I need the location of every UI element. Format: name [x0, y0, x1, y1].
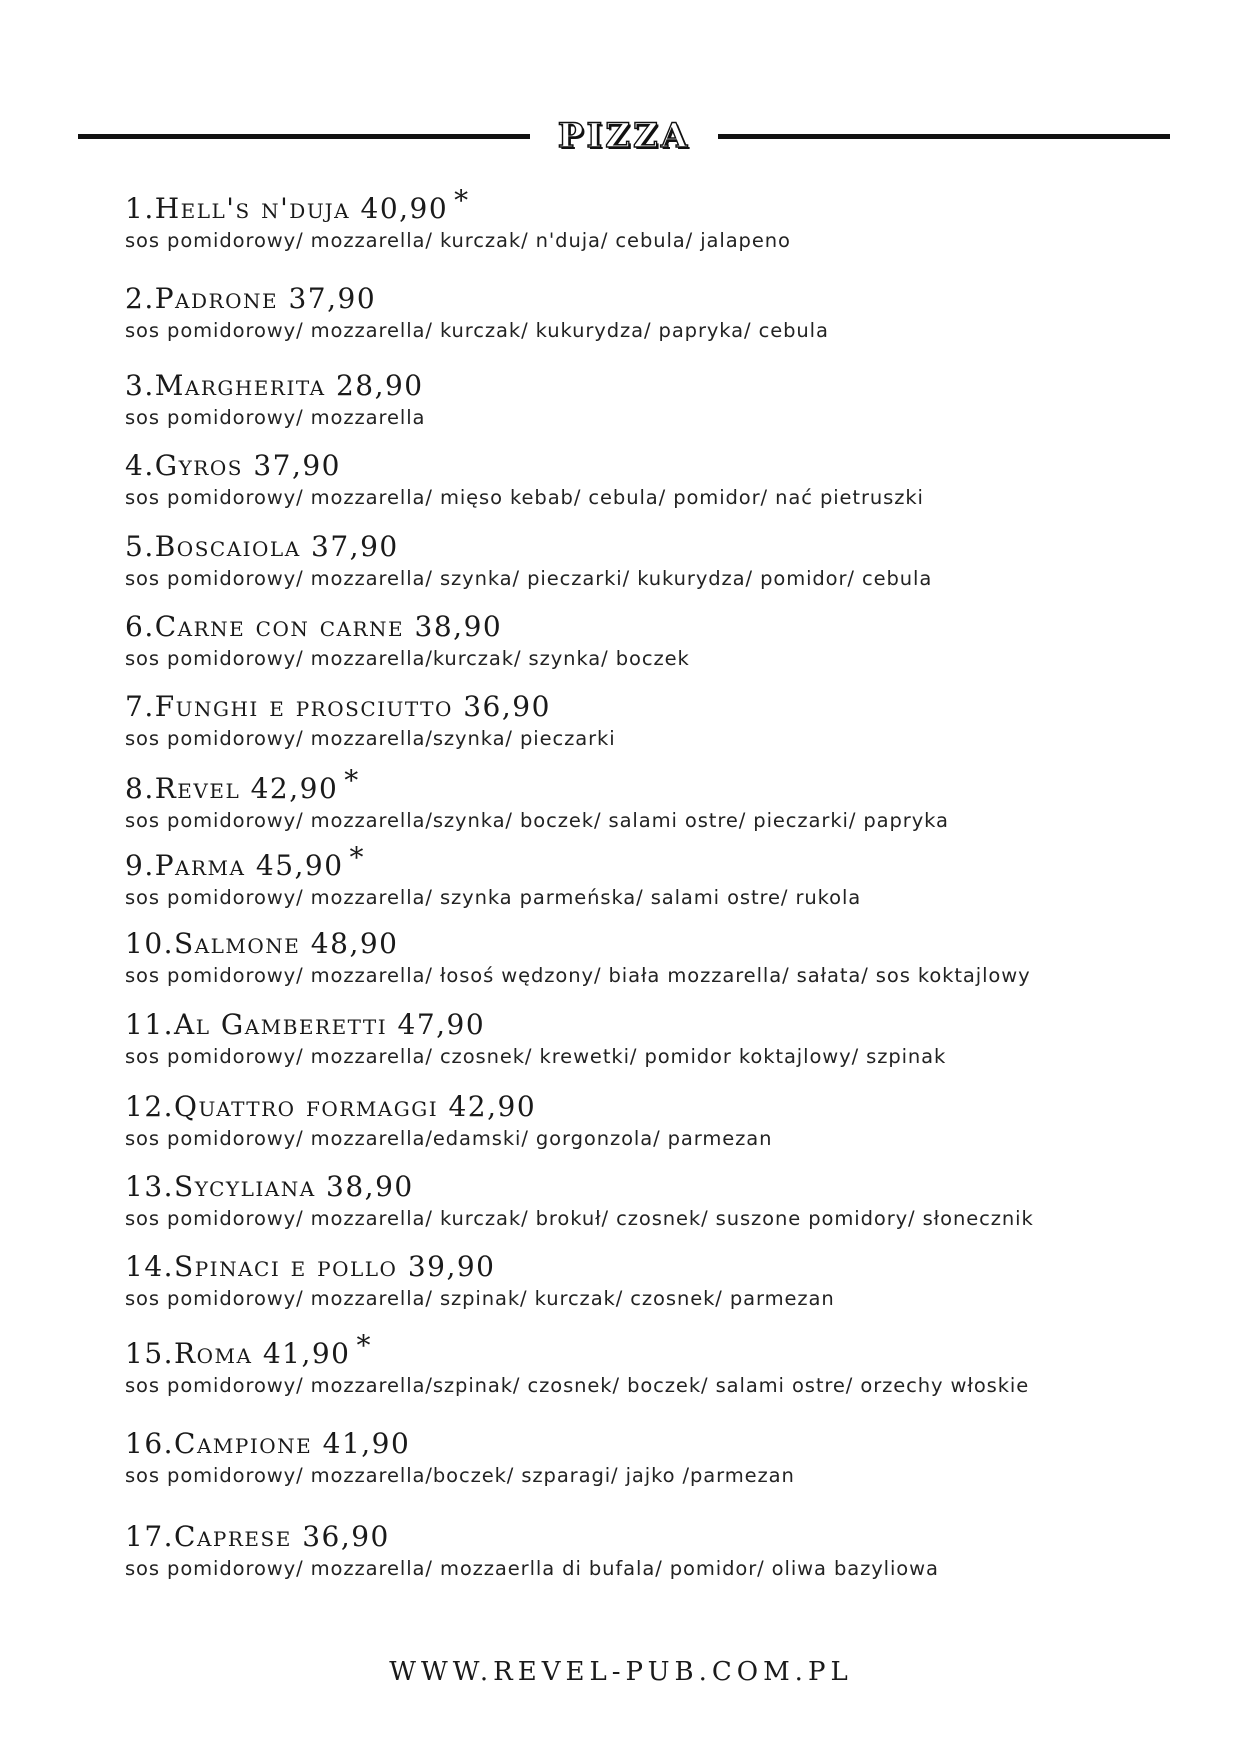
- menu-item: [125, 1090, 1205, 1152]
- menu-item-ingredients: sos pomidorowy/ mozzarella/szynka/ pieczarki: [125, 727, 616, 750]
- star-marker: *: [454, 184, 470, 217]
- menu-item-ingredients: sos pomidorowy/ mozzarella/edamski/ gorgonzola/ parmezan: [125, 1127, 773, 1150]
- menu-item: [125, 1329, 1205, 1399]
- menu-item-ingredients: sos pomidorowy/ mozzarella/kurczak/ szynka/ boczek: [125, 647, 690, 670]
- menu-item-title: 4.Gyros 37,90: [125, 449, 341, 482]
- menu-item-title: 6.Carne con carne 38,90: [125, 610, 503, 643]
- menu-item: [125, 1250, 1205, 1312]
- menu-item: [125, 369, 1205, 431]
- menu-item-ingredients: sos pomidorowy/ mozzarella/ szynka/ pieczarki/ kukurydza/ pomidor/ cebula: [125, 567, 933, 590]
- menu-item-title: 16.Campione 41,90: [125, 1427, 411, 1460]
- page-title: PIZZA: [557, 116, 691, 156]
- menu-item-ingredients: sos pomidorowy/ mozzarella/boczek/ szparagi/ jajko /parmezan: [125, 1464, 795, 1487]
- star-marker: *: [344, 764, 360, 797]
- menu-item-title: 9.Parma 45,90 *: [125, 841, 366, 882]
- menu-item-ingredients: sos pomidorowy/ mozzarella/ kurczak/ n'duja/ cebula/ jalapeno: [125, 229, 791, 252]
- menu-item-ingredients: sos pomidorowy/ mozzarella/ kurczak/ brokuł/ czosnek/ suszone pomidory/ słonecznik: [125, 1207, 1034, 1230]
- menu-item: [125, 1427, 1205, 1489]
- menu-item-title: 13.Sycyliana 38,90: [125, 1170, 414, 1203]
- menu-item: [125, 184, 1205, 254]
- menu-item: [125, 282, 1205, 344]
- star-marker: *: [356, 1329, 372, 1362]
- star-marker: *: [349, 841, 366, 874]
- menu-item: [125, 1520, 1205, 1582]
- menu-item-ingredients: sos pomidorowy/ mozzarella/ łosoś wędzony/ biała mozzarella/ sałata/ sos koktajlowy: [125, 964, 1031, 987]
- menu-item-title: 17.Caprese 36,90: [125, 1520, 390, 1553]
- page-header: [78, 96, 1170, 176]
- menu-item-title: 7.Funghi e prosciutto 36,90: [125, 690, 551, 723]
- menu-item-title: 3.Margherita 28,90: [125, 369, 424, 402]
- menu-item-title: 5.Boscaiola 37,90: [125, 530, 399, 563]
- menu-item-ingredients: sos pomidorowy/ mozzarella/ szpinak/ kurczak/ czosnek/ parmezan: [125, 1287, 835, 1310]
- menu-item: [125, 530, 1205, 592]
- menu-item-ingredients: sos pomidorowy/ mozzarella/ kurczak/ kukurydza/ papryka/ cebula: [125, 319, 829, 342]
- menu-item-title: 1.Hell's n'duja 40,90 *: [125, 184, 470, 225]
- website-link[interactable]: WWW.REVEL-PUB.COM.PL: [389, 1657, 853, 1687]
- menu-item-ingredients: sos pomidorowy/ mozzarella/ mięso kebab/ cebula/ pomidor/ nać pietruszki: [125, 486, 924, 509]
- menu-item-title: 8.Revel 42,90 *: [125, 764, 360, 805]
- menu-item: [125, 927, 1205, 989]
- menu-item: [125, 1170, 1205, 1232]
- menu-item-title: 10.Salmone 48,90: [125, 927, 399, 960]
- menu-item-ingredients: sos pomidorowy/ mozzarella/szynka/ boczek/ salami ostre/ pieczarki/ papryka: [125, 809, 949, 832]
- menu-item: [125, 764, 1205, 834]
- menu-item-title: 11.Al Gamberetti 47,90: [125, 1008, 486, 1041]
- header-rule-right: [718, 134, 1170, 139]
- menu-item: [125, 1008, 1205, 1070]
- menu-item: [125, 841, 1205, 911]
- menu-item-title: 12.Quattro formaggi 42,90: [125, 1090, 537, 1123]
- menu-item-ingredients: sos pomidorowy/ mozzarella/ szynka parmeńska/ salami ostre/ rukola: [125, 886, 862, 909]
- menu-item-title: 2.Padrone 37,90: [125, 282, 377, 315]
- menu-item-ingredients: sos pomidorowy/ mozzarella: [125, 406, 426, 429]
- menu-item-title: 14.Spinaci e pollo 39,90: [125, 1250, 496, 1283]
- menu-item-ingredients: sos pomidorowy/ mozzarella/ czosnek/ krewetki/ pomidor koktajlowy/ szpinak: [125, 1045, 947, 1068]
- menu-item-ingredients: sos pomidorowy/ mozzarella/ mozzaerlla di bufala/ pomidor/ oliwa bazyliowa: [125, 1557, 939, 1580]
- menu-item: [125, 610, 1205, 672]
- menu-item-title: 15.Roma 41,90 *: [125, 1329, 372, 1370]
- menu-item-ingredients: sos pomidorowy/ mozzarella/szpinak/ czosnek/ boczek/ salami ostre/ orzechy włoskie: [125, 1374, 1030, 1397]
- header-rule-left: [78, 134, 530, 139]
- menu-item: [125, 449, 1205, 511]
- menu-item: [125, 690, 1205, 752]
